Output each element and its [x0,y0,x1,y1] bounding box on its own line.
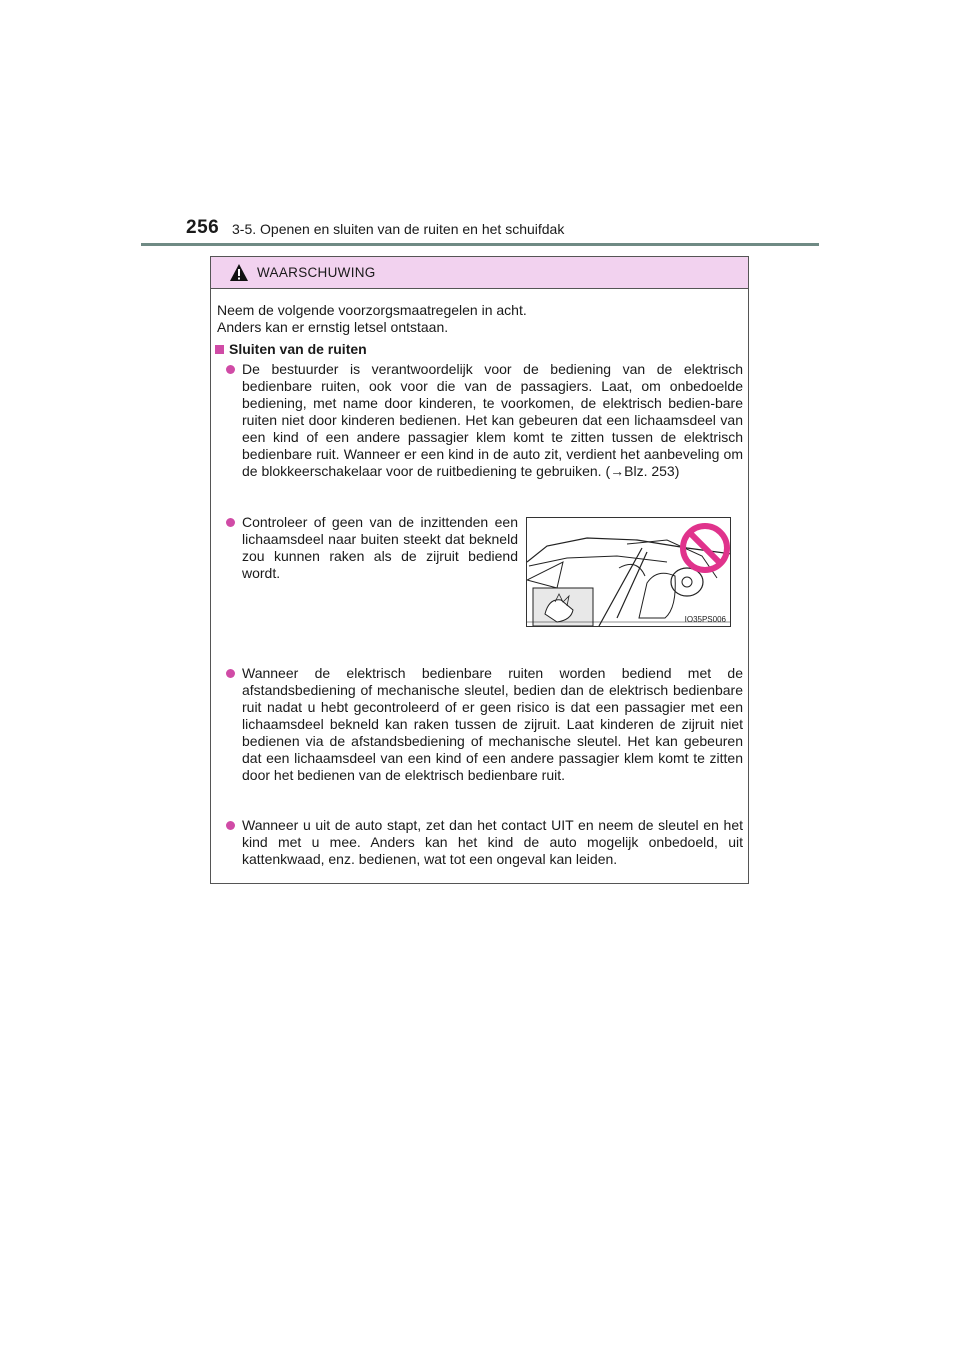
warning-item [226,817,743,868]
page-number: 256 [186,217,220,238]
warning-item [226,361,743,480]
section-title: 3-5. Openen en sluiten van de ruiten en het schuifdak [232,221,565,237]
bullet-dot-icon [226,518,235,527]
subheading-label: Sluiten van de ruiten [229,341,367,357]
intro-line-1: Neem de volgende voorzorgsmaatregelen in acht. [217,302,527,318]
warning-header [211,257,748,289]
warning-item [226,514,518,582]
warning-item-text: De bestuurder is verantwoordelijk voor de bediening van de elektrisch bedienbare ruiten, ook voor die van de passagiers. Laat, om onbedoelde bediening, met name door kinderen, te voorkomen, de elektrisch bedien-bare ruiten niet door kinderen bedienen. Het kan gebeuren dat een lichaamsdeel van een kind of een andere passagier klem komt te zitten tussen de elektrisch bedienbare ruit. Wanneer er een kind in de auto zit, verdient het aanbeveling om de blokkeerschakelaar voor de ruitbediening te gebruiken. (→Blz. 253) [242,361,743,479]
car-interior-illustration [527,518,731,627]
illustration-hand-caught-in-window [526,517,731,627]
header-rule [141,243,819,246]
warning-item [226,665,743,784]
bullet-dot-icon [226,365,235,374]
warning-triangle-icon [229,263,249,282]
warning-item-text: Wanneer de elektrisch bedienbare ruiten worden bediend met de afstandsbediening of mechanische sleutel, bedien dan de elektrisch bedienbare ruit nadat u hebt gecontroleerd of er geen risico is dat een passagier met een lichaamsdeel bekneld kan raken tussen de zijruit. Laat kinderen de zijruit niet bedienen via de afstandsbediening of mechanische sleutel. Het kan gebeuren dat een lichaamsdeel van een kind of een andere passagier klem komt te zitten door het bedienen van de elektrisch bedienbare ruit. [242,665,743,783]
subheading [215,341,367,358]
warning-title: WAARSCHUWING [257,265,376,280]
bullet-dot-icon [226,669,235,678]
intro-line-2: Anders kan er ernstig letsel ontstaan. [217,319,449,335]
bullet-dot-icon [226,821,235,830]
warning-item-text: Wanneer u uit de auto stapt, zet dan het contact UIT en neem de sleutel en het kind met u mee. Anders kan het kind de auto mogelijk onbedoeld, uit kattenkwaad, enz. bedienen, wat tot een ongeval kan leiden. [242,817,743,867]
warning-box [210,256,749,884]
square-bullet-icon [215,345,224,354]
warning-intro [217,302,737,336]
illustration-code: IO35PS006 [684,615,726,624]
warning-item-text: Controleer of geen van de inzittenden een lichaamsdeel naar buiten steekt dat bekneld zou kunnen raken als de zijruit bediend wordt. [242,514,518,581]
